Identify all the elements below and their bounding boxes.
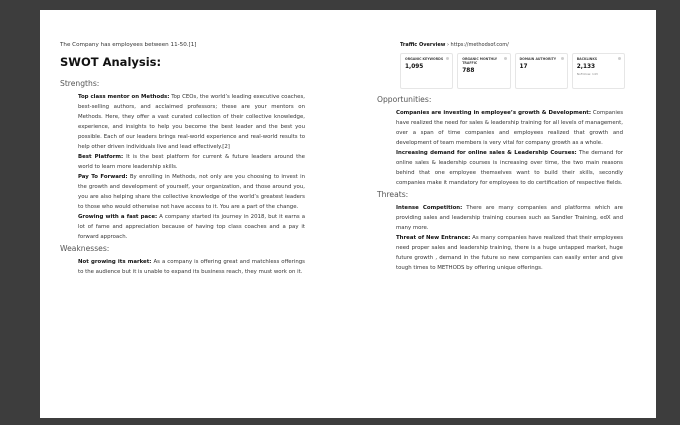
traffic-overview-panel: [400, 42, 625, 100]
metric-organic-traffic: [457, 53, 510, 89]
document-page: [40, 10, 656, 418]
traffic-overview-title: Traffic Overview: [400, 42, 446, 48]
strength-item-text: Top CEOs, the world’s leading executive coaches, best-selling authors, and acclaimed professors; these are your mentors on Methods. Here, they offer a vast curated collection of their collective knowledge, experience, and insights to help you become the best leader and the best you possible. Each of our leaders brings real-world experience and real-world results to help other driven individuals live and lead effectively.[2]: [78, 94, 305, 150]
strengths-heading: Strengths:: [60, 79, 100, 88]
strength-item: [60, 172, 305, 212]
strength-item-label: Pay To Forward:: [78, 174, 128, 180]
intro-line: The Company has employees between 11-50.[1]: [60, 42, 197, 48]
strengths-list: [60, 92, 305, 242]
breadcrumb-separator: ›: [446, 42, 449, 48]
threat-item-label: Threat of New Entrance:: [396, 235, 471, 241]
swot-title: SWOT Analysis:: [60, 55, 162, 69]
traffic-overview-header: [400, 42, 625, 48]
metric-value: 1,095: [405, 64, 424, 70]
threat-item-text: As many companies have realized that their employees need proper sales and leadership training, there is a huge untapped market, huge future growth , demand in the future so new companies can easily enter and give tough times to METHODS by offering unique offerings.: [396, 235, 624, 271]
metric-value: 788: [462, 68, 475, 74]
opportunity-item-label: Increasing demand for online sales & Leadership Courses:: [396, 150, 577, 156]
strength-item-text: By enrolling in Methods, not only are you choosing to invest in the growth and development of yourself, your organization, and those around you, you are also helping share the collective knowledge of the world’s greatest leaders to those who would otherwise not have access to it. You are a part of the change.: [78, 174, 305, 210]
info-icon: [446, 57, 449, 60]
weakness-item-text: As a company is offering great and matchless offerings to the audience but it is unable to expand its business reach, they must work on it.: [78, 259, 305, 275]
traffic-url: https://methodsof.com/: [450, 42, 509, 48]
metric-domain-authority: [515, 53, 568, 89]
strength-item: [60, 212, 305, 242]
opportunity-item: [377, 148, 623, 188]
metric-subvalue: NoFollow: 143: [576, 72, 598, 76]
right-text: [377, 95, 623, 273]
weaknesses-list: [60, 257, 305, 277]
info-icon: [504, 57, 507, 60]
strength-item: [60, 92, 305, 152]
strength-item-label: Growing with a fast pace:: [78, 214, 158, 220]
weaknesses-heading: Weaknesses:: [60, 244, 110, 253]
metric-label: ORGANIC KEYWORDS: [405, 57, 444, 61]
strength-item-label: Top class mentor on Methods:: [78, 94, 170, 100]
traffic-metrics: [400, 53, 625, 89]
opportunity-item-text: Companies have realized the need for sales & leadership training for all levels of management, over a span of time companies and employees realized that growth and development of team members is very vital for company growth as a whole.: [396, 110, 623, 146]
threat-item: [377, 233, 623, 273]
metric-label: ORGANIC MONTHLY TRAFFIC: [462, 57, 498, 65]
threat-item-label: Intense Competition:: [396, 205, 463, 211]
metric-organic-keywords: [400, 53, 453, 89]
metric-label: BACKLINKS: [576, 57, 598, 61]
strength-item-label: Best Platform:: [78, 154, 124, 160]
threat-item-text: There are many companies and platforms which are providing sales and leadership training courses such as Sandler Training, edX and many more.: [396, 205, 623, 231]
opportunity-item-label: Companies are investing in employee’s growth & Development:: [396, 110, 592, 116]
threat-item: [377, 203, 623, 233]
opportunity-item-text: The demand for online sales & leadership courses is increasing over time, the two main reasons behind that one employee themselves want to build their skills, secondly companies make it mandatory for employees to do certification of respective fields.: [396, 150, 623, 186]
strength-item: [60, 152, 305, 172]
weakness-item: [60, 257, 305, 277]
threats-list: [377, 203, 623, 273]
opportunities-heading: Opportunities:: [377, 95, 432, 104]
metric-value: 2,133: [576, 64, 596, 70]
threats-heading: Threats:: [377, 190, 409, 199]
weakness-item-label: Not growing its market:: [78, 259, 152, 265]
metric-backlinks: [572, 53, 625, 89]
strength-item-text: A company started its journey in 2018, but it earns a lot of fame and appreciation because of having top class coaches and a pay it forward approach.: [78, 214, 305, 240]
strength-item-text: It is the best platform for current & future leaders around the world to learn more leadership skills.: [78, 154, 305, 170]
left-column: [60, 42, 305, 277]
opportunities-list: [377, 108, 623, 188]
opportunity-item: [377, 108, 623, 148]
info-icon: [561, 57, 564, 60]
info-icon: [618, 57, 621, 60]
metric-label: DOMAIN AUTHORITY: [519, 57, 557, 61]
metric-value: 17: [519, 64, 528, 70]
